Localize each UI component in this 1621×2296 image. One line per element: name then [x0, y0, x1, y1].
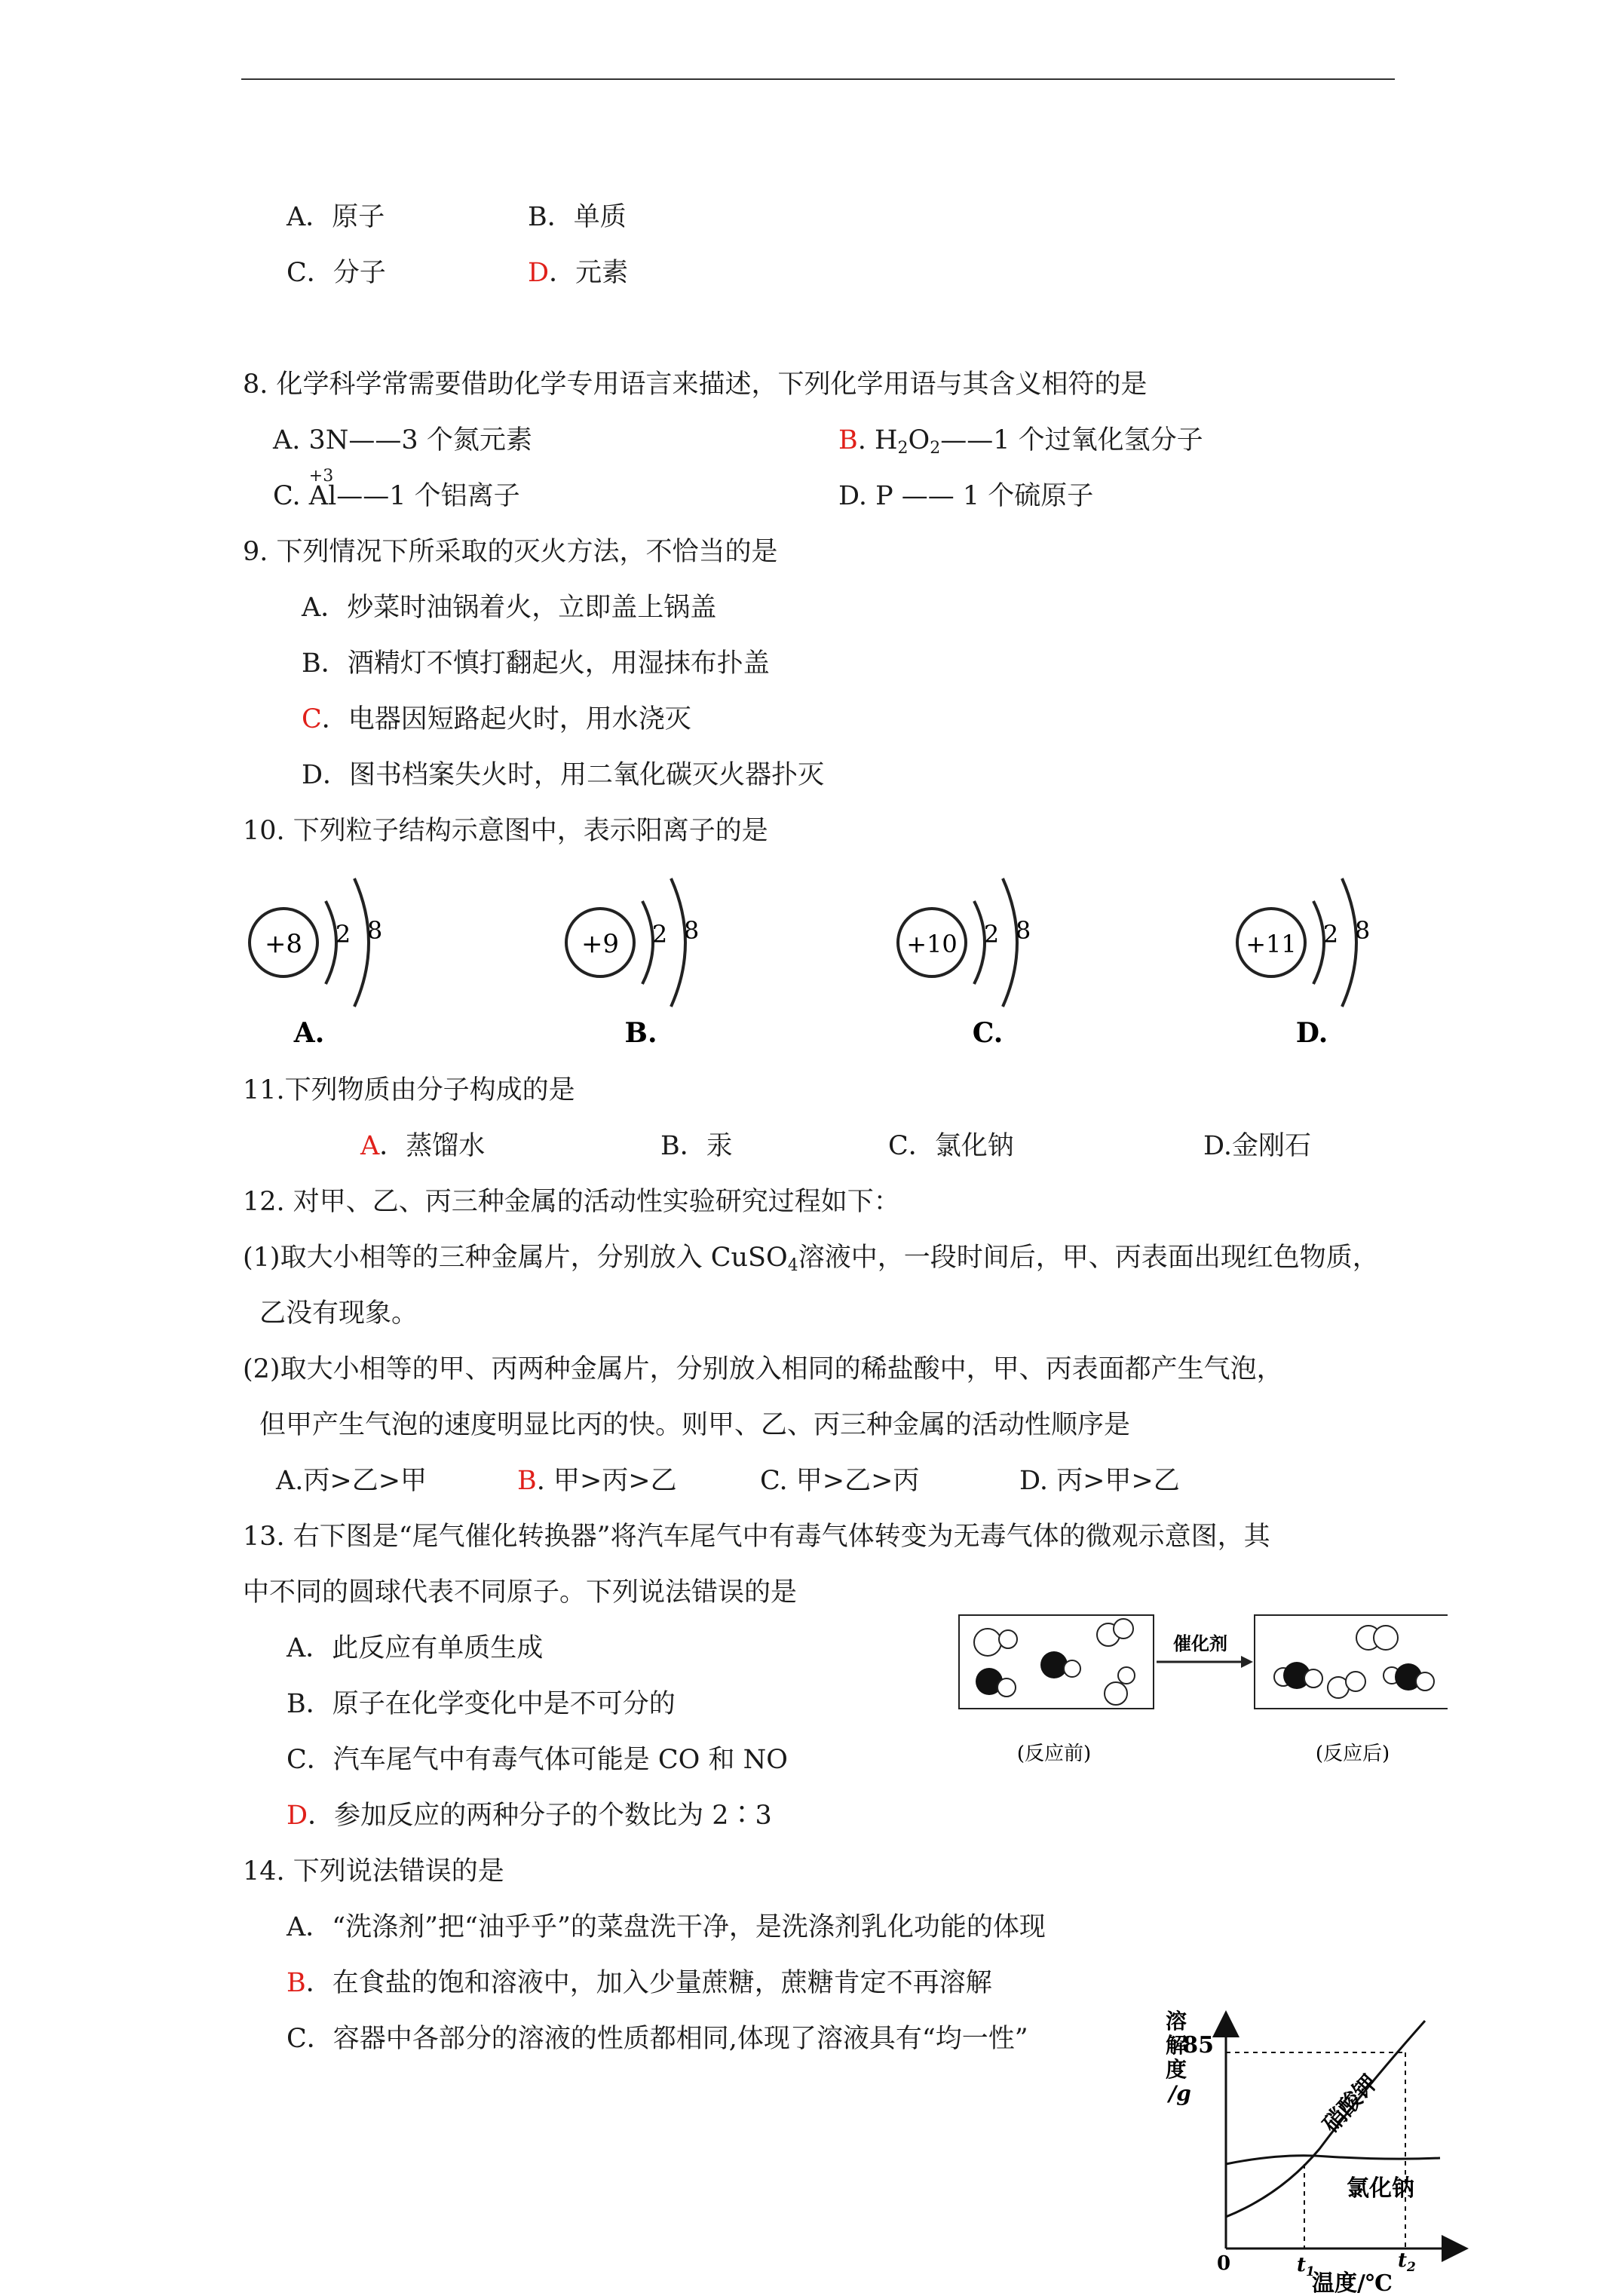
q11-option-a: A．蒸馏水: [360, 1131, 486, 1161]
catalyst-label: 催化剂: [1173, 1632, 1227, 1654]
after-caption: (反应后): [1315, 1743, 1390, 1765]
origin-label: 0: [1217, 2252, 1231, 2275]
atom-d-label: D.: [1295, 1017, 1328, 1048]
q14-stem: 14. 下列说法错误的是: [243, 1856, 504, 1887]
q11-stem: 11.下列物质由分子构成的是: [243, 1075, 575, 1105]
ylabel-3: 度: [1166, 2057, 1187, 2082]
q7-option-c: C．分子: [287, 258, 386, 288]
q12-option-a: A.丙>乙>甲: [276, 1466, 427, 1496]
series-kno3-label: 硝酸钾: [1317, 2070, 1384, 2138]
atom-a-shell1: 2: [335, 920, 351, 949]
q11-option-d: D.金刚石: [1203, 1131, 1311, 1161]
q12-option-d: D. 丙>甲>乙: [1019, 1466, 1180, 1496]
q13-stem-line2: 中不同的圆球代表不同原子。下列说法错误的是: [243, 1577, 798, 1608]
q8-option-a: A. 3N——3 个氮元素: [273, 425, 532, 455]
q8-option-b: B. $H_2O_2——1$ 个过氧化氢分子: [838, 425, 1203, 458]
before-caption: (反应前): [1016, 1743, 1092, 1765]
atom-d-nucleus: +11: [1246, 930, 1297, 958]
after-box: [1255, 1615, 1448, 1709]
q9-stem: 9. 下列情况下所采取的灭火方法，不恰当的是: [243, 537, 778, 567]
atom-a-shell2: 8: [366, 916, 383, 945]
series-nacl-line: [1226, 2156, 1440, 2164]
q13-option-b: B．原子在化学变化中是不可分的: [287, 1689, 676, 1719]
solubility-chart: [1138, 2006, 1470, 2296]
q9-option-d: D．图书档案失火时，用二氧化碳灭火器扑灭: [302, 760, 825, 790]
atom-diagram-d: [1229, 867, 1410, 1051]
q12-p2-line1: (2)取大小相等的甲、丙两种金属片，分别放入相同的稀盐酸中，甲、丙表面都产生气泡，: [243, 1354, 1283, 1384]
atom-c-label: C.: [972, 1017, 1004, 1048]
atom-diagram-c: [890, 867, 1071, 1051]
atom-a-nucleus: +8: [264, 929, 303, 959]
q14-option-c: C．容器中各部分的溶液的性质都相同,体现了溶液具有“均一性”: [287, 2024, 1028, 2054]
atom-diagram-a: [241, 867, 422, 1051]
q7-option-a: A．原子: [287, 202, 385, 232]
atom-a-label: A.: [293, 1017, 325, 1048]
header-rule: [241, 78, 1395, 80]
x-tick-t2: $t_2$: [1398, 2249, 1416, 2275]
y-tick-85: 85: [1182, 2032, 1214, 2058]
q8-option-d: D. P —— 1 个硫原子: [838, 481, 1094, 511]
reaction-diagram: [958, 1612, 1448, 1773]
q7-option-d: D．元素: [528, 258, 629, 288]
q12-p1-line1: (1)取大小相等的三种金属片，分别放入 CuSO$_4$溶液中，一段时间后，甲、丙表面出现红色物质，: [243, 1243, 1379, 1275]
atom-b-label: B.: [624, 1017, 657, 1048]
q14-option-a: A．“洗涤剂”把“油乎乎”的菜盘洗干净，是洗涤剂乳化功能的体现: [287, 1912, 1046, 1942]
q8-stem: 8. 化学科学常需要借助化学专用语言来描述，下列化学用语与其含义相符的是: [243, 369, 1148, 400]
q11-option-c: C．氯化钠: [888, 1131, 1014, 1161]
q8-option-c: C. +3 Al——1 个铝离子: [273, 467, 520, 511]
ylabel-1: 溶: [1166, 2009, 1187, 2034]
q9-option-a: A．炒菜时油锅着火，立即盖上锅盖: [302, 593, 717, 623]
q12-option-b: B. 甲>丙>乙: [517, 1466, 677, 1496]
atom-c-shell2: 8: [1015, 916, 1031, 945]
q13-stem-line1: 13. 右下图是“尾气催化转换器”将汽车尾气中有毒气体转变为无毒气体的微观示意图，其: [243, 1522, 1270, 1552]
q14-option-b: B．在食盐的饱和溶液中，加入少量蔗糖，蔗糖肯定不再溶解: [287, 1968, 992, 1998]
q12-p1-line2: 乙没有现象。: [259, 1298, 418, 1329]
q12-option-c: C. 甲>乙>丙: [760, 1466, 920, 1496]
atom-d-shell1: 2: [1322, 920, 1339, 949]
xlabel: 温度/℃: [1312, 2270, 1393, 2293]
atom-diagram-b: [558, 867, 739, 1051]
ylabel-2: 解: [1166, 2033, 1187, 2058]
q9-option-c: C．电器因短路起火时，用水浇灭: [302, 704, 691, 734]
q12-p2-line2: 但甲产生气泡的速度明显比丙的快。则甲、乙、丙三种金属的活动性顺序是: [259, 1410, 1131, 1440]
q12-stem: 12. 对甲、乙、丙三种金属的活动性实验研究过程如下：: [243, 1187, 900, 1217]
atom-b-shell2: 8: [683, 916, 700, 945]
q7-option-b: B．单质: [528, 202, 627, 232]
atom-b-shell1: 2: [651, 920, 668, 949]
q10-stem: 10. 下列粒子结构示意图中，表示阳离子的是: [243, 816, 768, 846]
series-nacl-label: 氯化钠: [1347, 2175, 1414, 2202]
atom-c-nucleus: +10: [906, 930, 958, 958]
q11-option-b: B．汞: [660, 1131, 733, 1161]
q13-option-a: A．此反应有单质生成: [287, 1633, 544, 1663]
atom-d-shell2: 8: [1354, 916, 1371, 945]
q9-option-b: B．酒精灯不慎打翻起火，用湿抹布扑盖: [302, 648, 770, 679]
atom-b-nucleus: +9: [581, 929, 620, 959]
ylabel-4: /g: [1169, 2081, 1191, 2106]
atom-c-shell1: 2: [983, 920, 1000, 949]
q13-option-c: C．汽车尾气中有毒气体可能是 CO 和 NO: [287, 1745, 788, 1775]
q13-option-d: D．参加反应的两种分子的个数比为 2∶3: [287, 1801, 772, 1831]
x-tick-t1: $t_1$: [1297, 2254, 1315, 2279]
